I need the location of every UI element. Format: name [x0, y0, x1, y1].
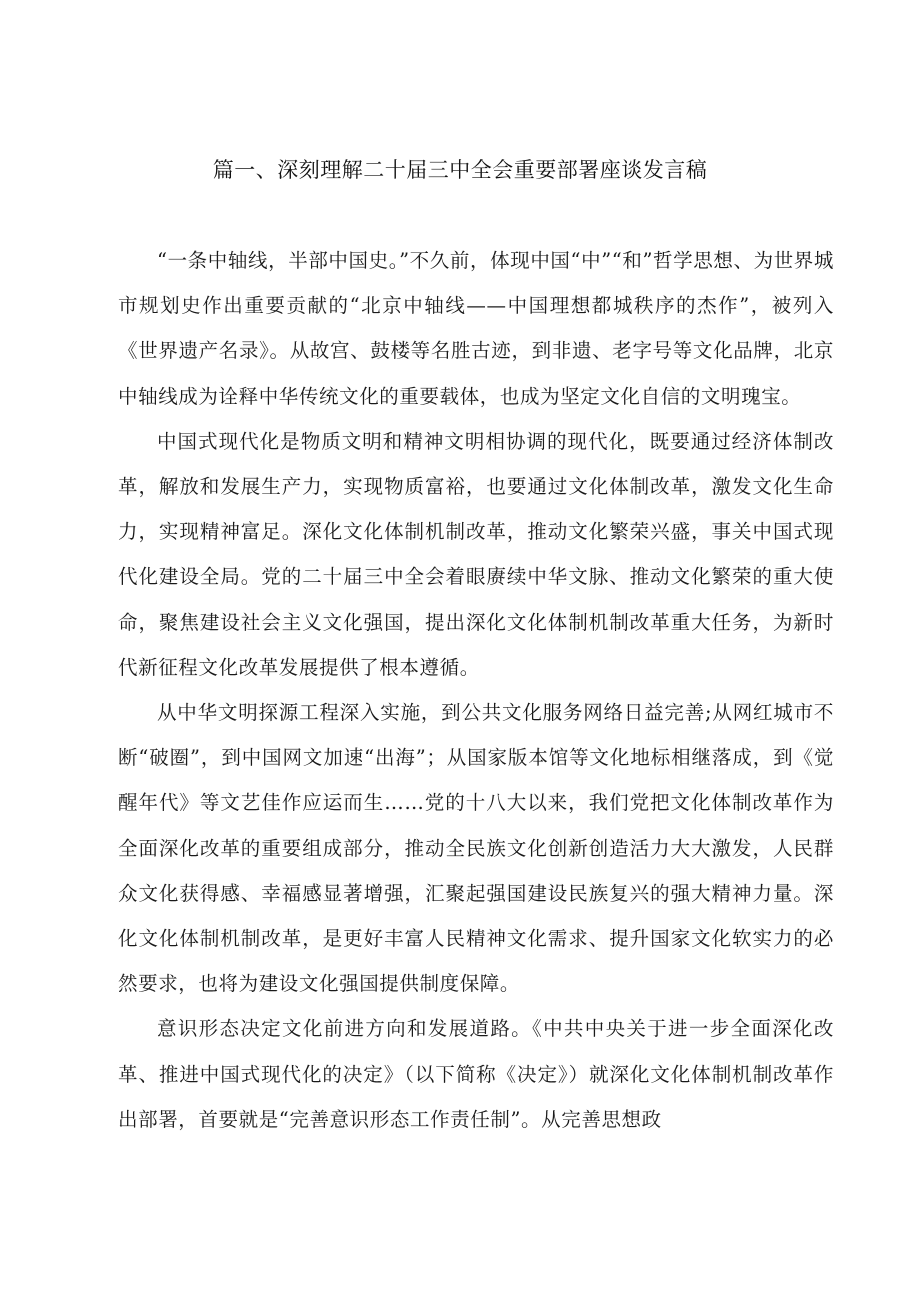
paragraph-3: 从中华文明探源工程深入实施，到公共文化服务网络日益完善;从网红城市不断“破圈”，到中国网文加速“出海”；从国家版本馆等文化地标相继落成，到《觉醒年代》等文艺佳作应运而生……党的十八大以来，我们党把文化体制改革作为全面深化改革的重要组成部分，推动全民族文化创新创造活力大大激发，人民群众文化获得感、幸福感显著增强，汇聚起强国建设民族复兴的强大精神力量。深化文化体制机制改革，是更好丰富人民精神文化需求、提升国家文化软实力的必然要求，也将为建设文化强国提供制度保障。 [118, 701, 834, 996]
paragraph-4: 意识形态决定文化前进方向和发展道路。《中共中央关于进一步全面深化改革、推进中国式现代化的决定》（以下简称《决定》）就深化文化体制机制改革作出部署，首要就是“完善意识形态工作责任制”。从完善思想政 [118, 1017, 834, 1131]
paragraph-2: 中国式现代化是物质文明和精神文明相协调的现代化，既要通过经济体制改革，解放和发展生产力，实现物质富裕，也要通过文化体制改革，激发文化生命力，实现精神富足。深化文化体制机制改革，推动文化繁荣兴盛，事关中国式现代化建设全局。党的二十届三中全会着眼赓续中华文脉、推动文化繁荣的重大使命，聚焦建设社会主义文化强国，提出深化文化体制机制改革重大任务，为新时代新征程文化改革发展提供了根本遵循。 [118, 429, 834, 679]
paragraph-1: “一条中轴线，半部中国史。”不久前，体现中国“中”“和”哲学思想、为世界城市规划史作出重要贡献的“北京中轴线——中国理想都城秩序的杰作”，被列入《世界遗产名录》。从故宫、鼓楼等名胜古迹，到非遗、老字号等文化品牌，北京中轴线成为诠释中华传统文化的重要载体，也成为坚定文化自信的文明瑰宝。 [118, 249, 834, 408]
document-title: 篇一、深刻理解二十届三中全会重要部署座谈发言稿 [212, 158, 708, 182]
document-body [118, 238, 834, 1142]
